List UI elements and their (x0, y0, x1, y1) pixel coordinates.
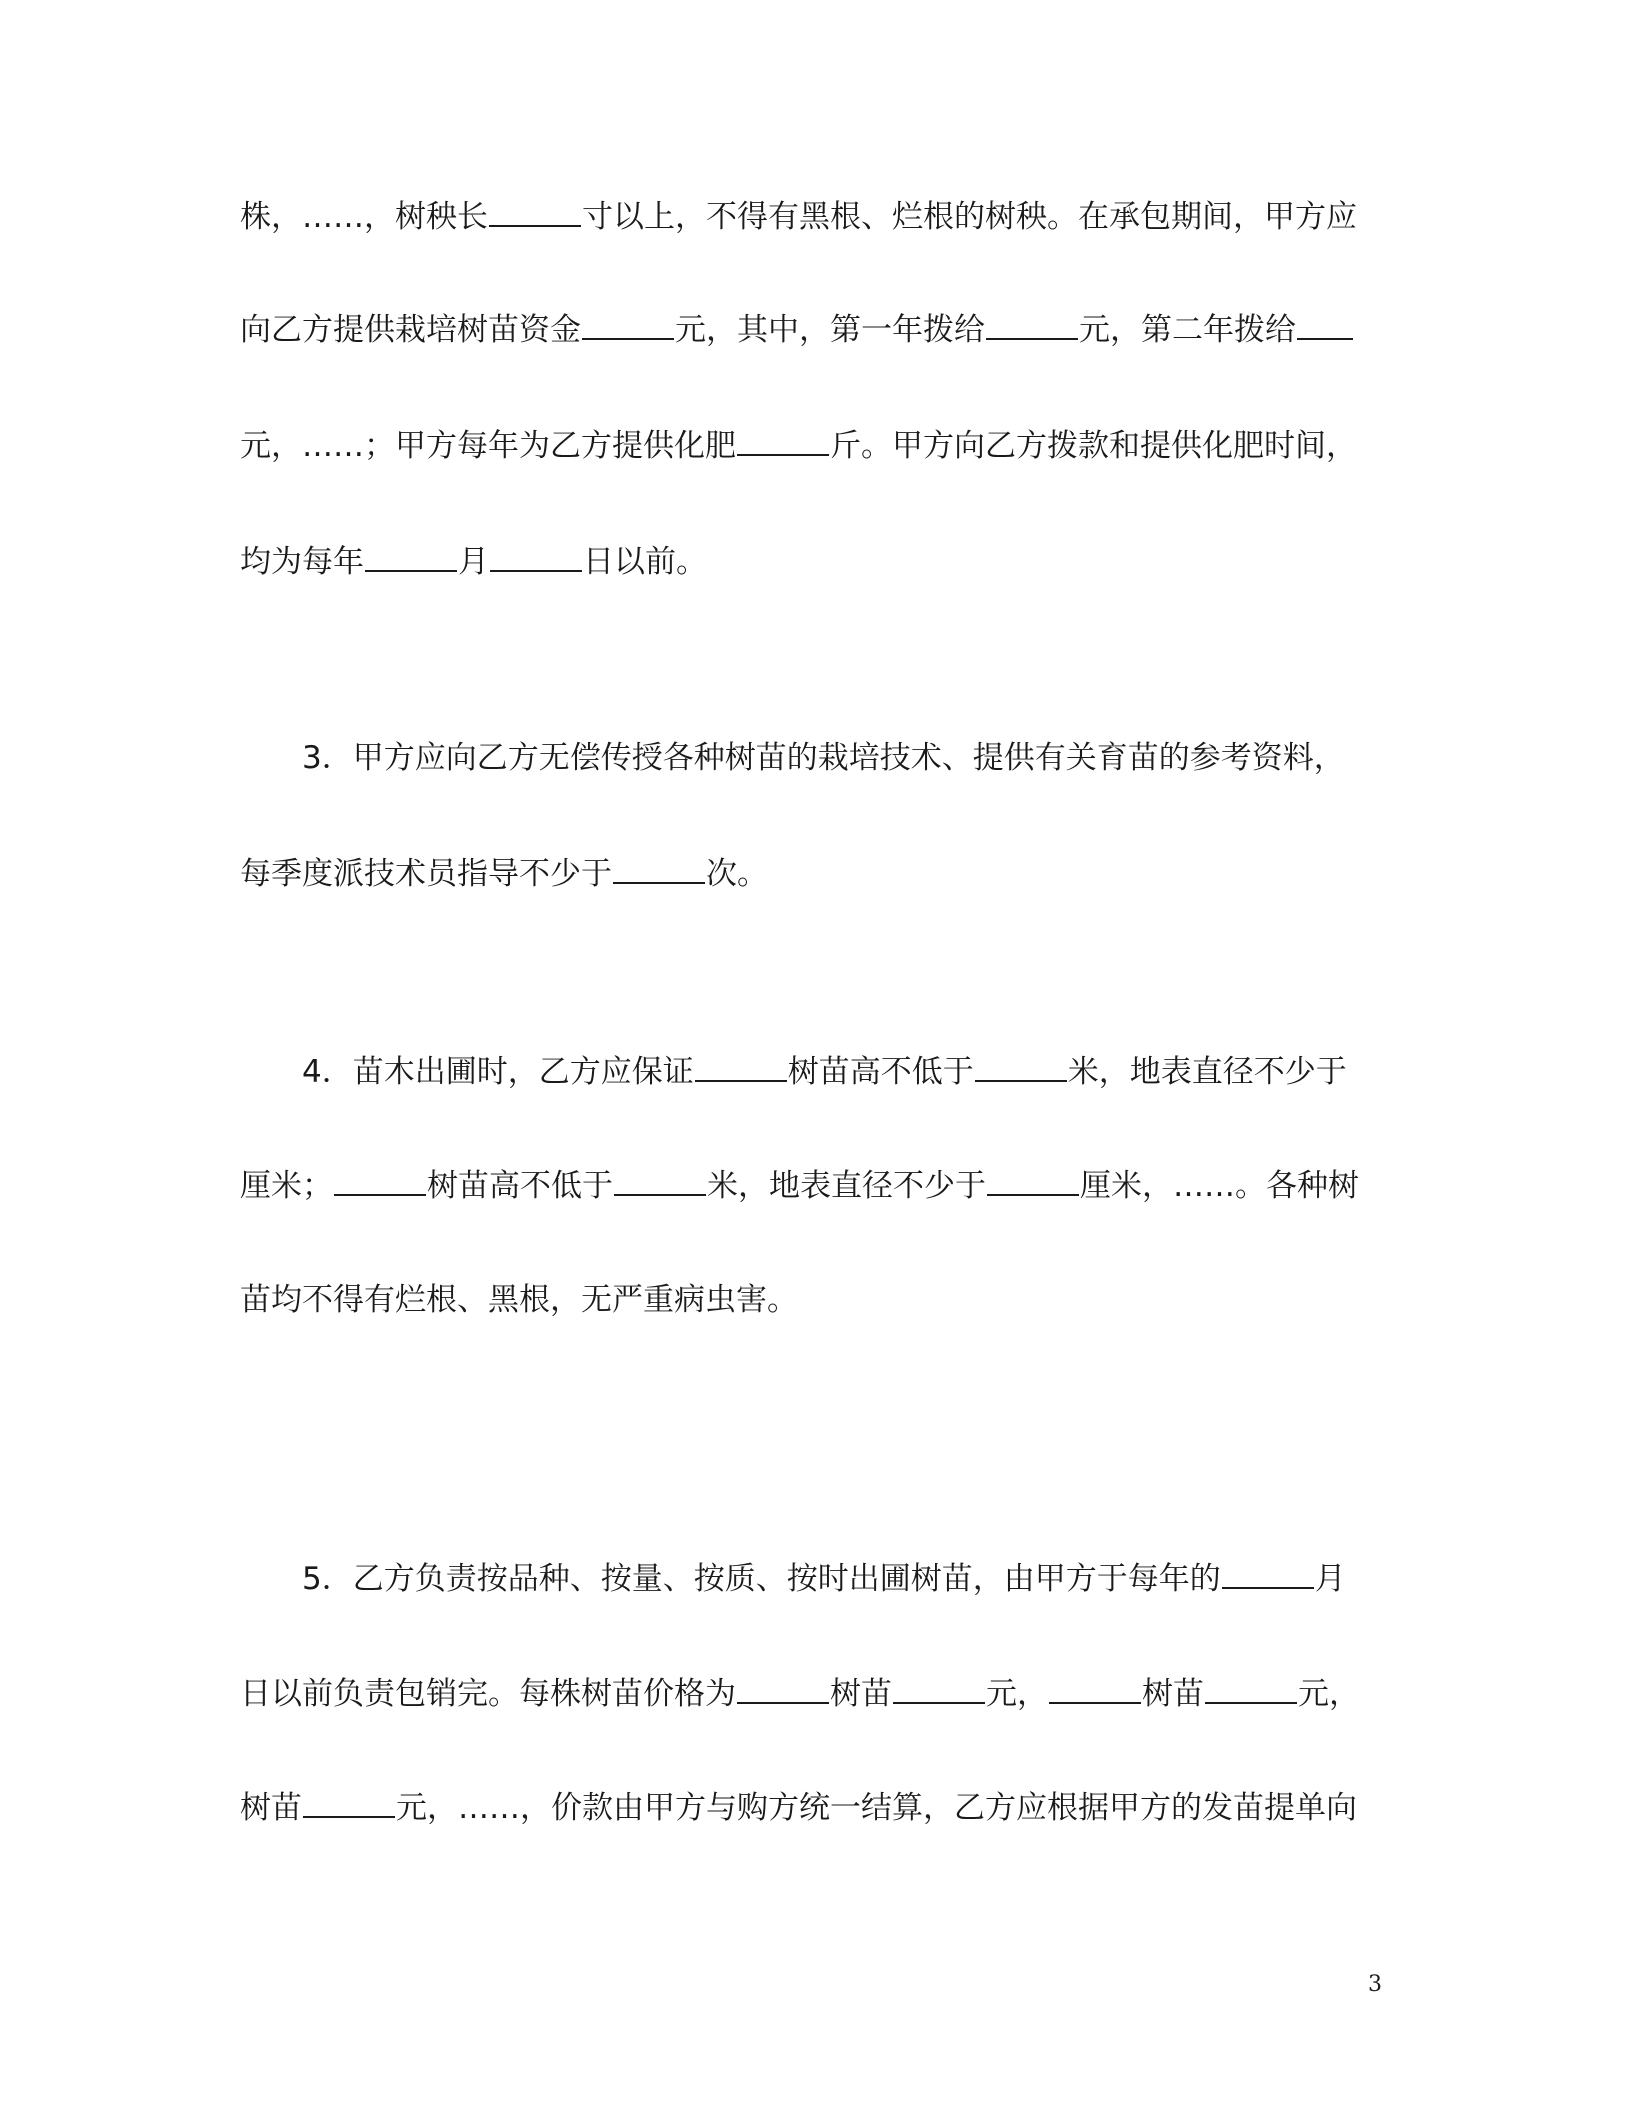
fill-blank (987, 1164, 1079, 1196)
fill-blank (614, 1164, 706, 1196)
page-number: 3 (1368, 1972, 1382, 1997)
fill-blank (1297, 308, 1353, 340)
paragraph-1-line-4: 均为每年 月 日以前。 (240, 540, 1380, 580)
fill-blank (1049, 1672, 1141, 1704)
fill-blank (489, 195, 581, 227)
fill-blank (975, 1050, 1067, 1082)
fill-blank (334, 1164, 426, 1196)
paragraph-5-line-3: 树苗 元，……，价款由甲方与购方统一结算，乙方应根据甲方的发苗提单向 (240, 1786, 1380, 1826)
fill-blank (365, 540, 457, 572)
fill-blank (737, 1672, 829, 1704)
paragraph-3-line-1: 3．甲方应向乙方无偿传授各种树苗的栽培技术、提供有关育苗的参考资料， (302, 740, 1345, 776)
fill-blank (1222, 1557, 1314, 1589)
fill-blank (695, 1050, 787, 1082)
paragraph-5-line-1: 5．乙方负责按品种、按量、按质、按时出圃树苗，由甲方于每年的 月 (240, 1557, 1380, 1597)
fill-blank (737, 424, 829, 456)
fill-blank (613, 852, 705, 884)
paragraph-4-line-3: 苗均不得有烂根、黑根，无严重病虫害。 (240, 1282, 798, 1318)
paragraph-1-line-1: 株，……，树秧长 寸以上，不得有黑根、烂根的树秧。在承包期间，甲方应 (240, 195, 1380, 235)
paragraph-3-line-2: 每季度派技术员指导不少于 次。 (240, 852, 1380, 892)
paragraph-1-line-3: 元，……；甲方每年为乙方提供化肥 斤。甲方向乙方拨款和提供化肥时间， (240, 424, 1380, 464)
fill-blank (303, 1786, 395, 1818)
fill-blank (1205, 1672, 1297, 1704)
fill-blank (582, 308, 674, 340)
paragraph-4-line-2: 厘米； 树苗高不低于 米，地表直径不少于 厘米，……。各种树 (240, 1164, 1380, 1204)
fill-blank (490, 540, 582, 572)
paragraph-5-line-2: 日以前负责包销完。每株树苗价格为 树苗 元， 树苗 元， (240, 1672, 1380, 1712)
fill-blank (986, 308, 1078, 340)
paragraph-1-line-2: 向乙方提供栽培树苗资金 元，其中，第一年拨给 元，第二年拨给 (240, 308, 1380, 348)
paragraph-4-line-1: 4．苗木出圃时，乙方应保证 树苗高不低于 米，地表直径不少于 (240, 1050, 1380, 1090)
fill-blank (893, 1672, 985, 1704)
